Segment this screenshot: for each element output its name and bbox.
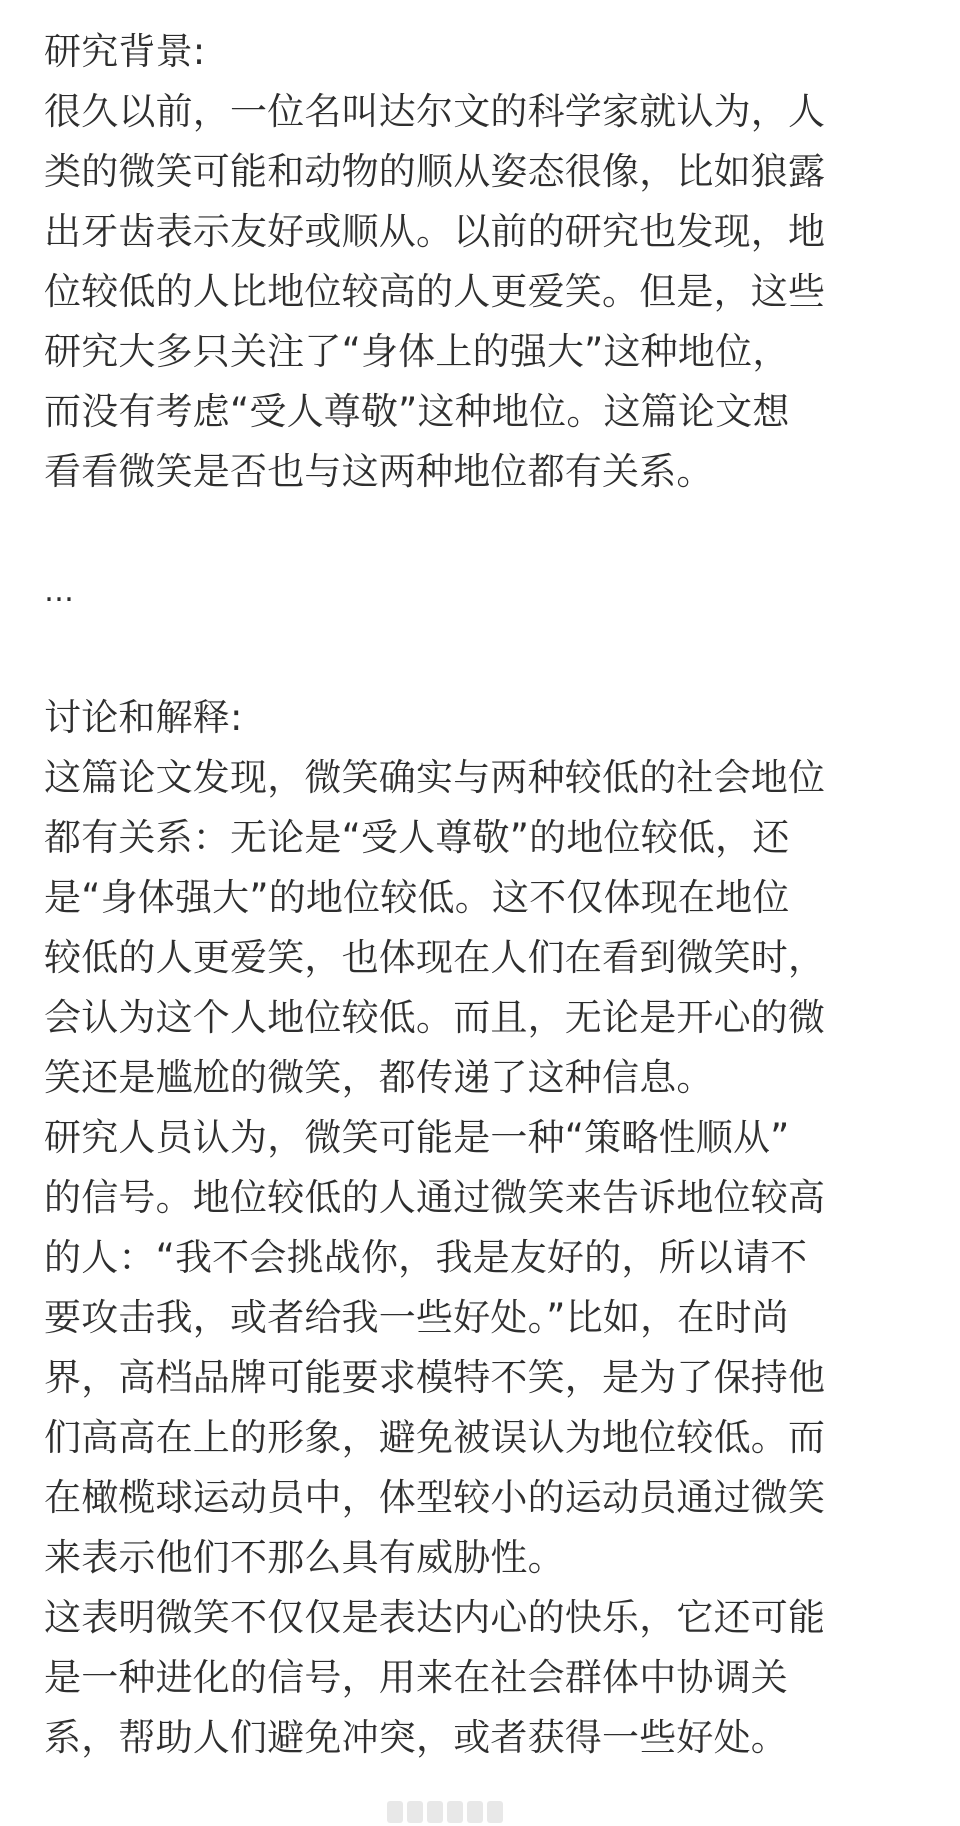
watermark-mark (387, 1801, 403, 1823)
discussion-line: 界，高档品牌可能要求模特不笑，是为了保持他 (44, 1356, 826, 1399)
discussion-line: 会认为这个人地位较低。而且，无论是开心的微 (44, 996, 826, 1039)
discussion-line: 这表明微笑不仅仅是表达内心的快乐，它还可能 (44, 1596, 826, 1639)
discussion-line: 是“身体强大”的地位较低。这不仅体现在地位 (44, 876, 790, 919)
watermark-mark (447, 1801, 463, 1823)
background-line: 研究大多只关注了“身体上的强大”这种地位， (44, 330, 790, 373)
discussion-line: 这篇论文发现，微笑确实与两种较低的社会地位 (44, 756, 826, 799)
background-line: 很久以前，一位名叫达尔文的科学家就认为，人 (44, 90, 826, 133)
discussion-line: 是一种进化的信号，用来在社会群体中协调关 (44, 1656, 788, 1699)
background-line: 类的微笑可能和动物的顺从姿态很像，比如狼露 (44, 150, 826, 193)
discussion-line: 的信号。地位较低的人通过微笑来告诉地位较高 (44, 1176, 826, 1219)
discussion-section (44, 688, 916, 1768)
background-line: 看看微笑是否也与这两种地位都有关系。 (44, 450, 714, 493)
watermark (387, 1800, 587, 1824)
discussion-line: 的人：“我不会挑战你，我是友好的，所以请不 (44, 1236, 808, 1279)
watermark-mark (427, 1801, 443, 1823)
background-line: 位较低的人比地位较高的人更爱笑。但是，这些 (44, 270, 826, 313)
watermark-mark (467, 1801, 483, 1823)
discussion-line: 们高高在上的形象，避免被误认为地位较低。而 (44, 1416, 826, 1459)
discussion-line: 来表示他们不那么具有威胁性。 (44, 1536, 565, 1579)
research-background-section (44, 22, 916, 502)
discussion-line: 研究人员认为，微笑可能是一种“策略性顺从” (44, 1116, 790, 1159)
discussion-line: 都有关系：无论是“受人尊敬”的地位较低，还 (44, 816, 790, 859)
background-line: 而没有考虑“受人尊敬”这种地位。这篇论文想 (44, 390, 790, 433)
watermark-mark (487, 1801, 503, 1823)
discussion-line: 较低的人更爱笑，也体现在人们在看到微笑时， (44, 936, 826, 979)
background-line: 出牙齿表示友好或顺从。以前的研究也发现，地 (44, 210, 826, 253)
discussion-line: 要攻击我，或者给我一些好处。”比如，在时尚 (44, 1296, 789, 1339)
watermark-mark (407, 1801, 423, 1823)
discussion-line: 笑还是尴尬的微笑，都传递了这种信息。 (44, 1056, 714, 1099)
omission-ellipsis: … (44, 574, 74, 609)
background-heading: 研究背景: (44, 30, 206, 73)
discussion-heading: 讨论和解释: (44, 696, 243, 739)
discussion-line: 在橄榄球运动员中，体型较小的运动员通过微笑 (44, 1476, 826, 1519)
discussion-line: 系，帮助人们避免冲突，或者获得一些好处。 (44, 1716, 788, 1759)
